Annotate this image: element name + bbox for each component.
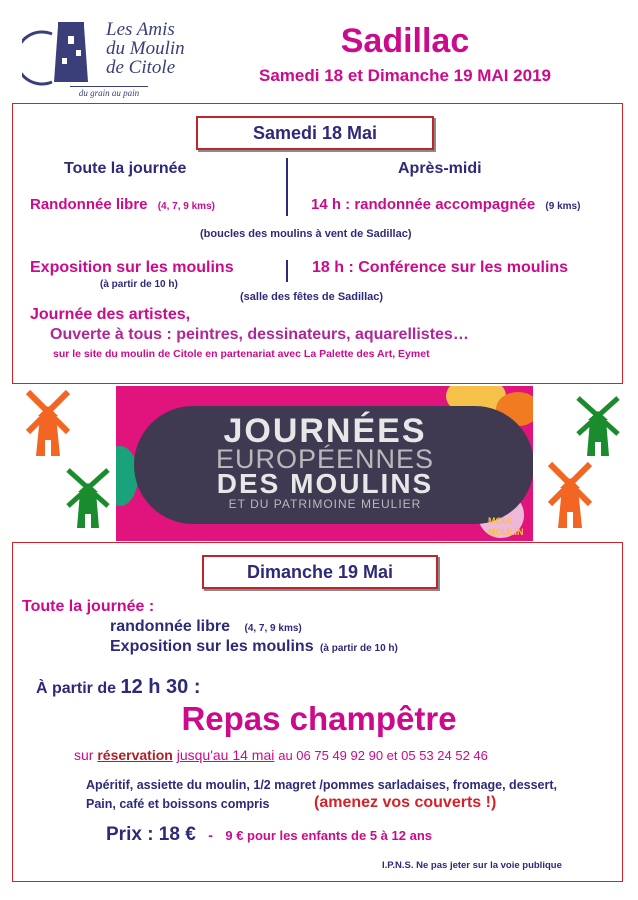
menu-line1: Apéritif, assiette du moulin, 1/2 magret /pommes sarladaises, fromage, dessert,	[86, 778, 557, 792]
walk-guided	[311, 196, 580, 213]
banner-line2: EUROPÉENNES	[215, 444, 435, 474]
artists-line: Ouverte à tous : peintres, dessinateurs, aquarellistes…	[50, 326, 469, 343]
reservation-word: réservation	[97, 747, 173, 763]
bring-cutlery: (amenez vos couverts !)	[314, 794, 497, 811]
logo-tagline: du grain au pain	[70, 86, 148, 98]
walk-free	[30, 196, 215, 213]
walk-guided-km: (9 kms)	[545, 201, 581, 212]
reservation-phones: au 06 75 49 92 90 et 05 53 24 52 46	[278, 748, 488, 763]
moulin-tower-icon	[22, 16, 102, 86]
hall-note: (salle des fêtes de Sadillac)	[240, 291, 384, 303]
windmill-green-icon	[62, 466, 114, 530]
price-children: 9 € pour les enfants de 5 à 12 ans	[225, 828, 433, 843]
event-dates: Samedi 18 et Dimanche 19 MAI 2019	[259, 66, 551, 85]
meal-start-label: À partir de	[36, 680, 117, 697]
meal-start-time: 12 h 30 :	[120, 676, 201, 698]
windmill-orange-icon	[20, 386, 76, 458]
logo-line3: de Citole	[106, 57, 176, 78]
sunday-walk-label: randonnée libre	[110, 618, 231, 635]
logo-line2: du Moulin	[106, 38, 185, 59]
expo-saturday-time: (à partir de 10 h)	[100, 279, 178, 290]
walk-free-label: Randonnée libre	[30, 196, 148, 213]
expo-saturday: Exposition sur les moulins	[30, 259, 234, 276]
reservation-line	[74, 747, 488, 763]
sunday-walk-km: (4, 7, 9 kms)	[244, 623, 302, 634]
sunday-expo-label: Exposition sur les moulins	[110, 638, 314, 655]
walk-free-km: (4, 7, 9 kms)	[157, 201, 215, 212]
banner-corner2: MOULIN	[488, 527, 524, 537]
reservation-sur: sur	[74, 747, 94, 763]
saturday-heading: Samedi 18 Mai	[196, 116, 434, 150]
price-line	[106, 824, 432, 846]
artists-title: Journée des artistes,	[30, 306, 191, 323]
windmill-green-icon	[572, 394, 624, 458]
banner-line4: ET DU PATRIMOINE MEULIER	[228, 497, 422, 511]
artists-note: sur le site du moulin de Citole en partenariat avec La Palette des Art, Eymet	[53, 348, 430, 360]
sunday-walk	[110, 618, 302, 636]
meal-start	[36, 676, 201, 699]
logo-line1: Les Amis	[106, 19, 175, 40]
price-dash: -	[208, 827, 213, 843]
col-left-title: Toute la journée	[64, 160, 187, 177]
sunday-expo-time: (à partir de 10 h)	[320, 643, 398, 654]
windmill-orange-icon	[542, 458, 598, 530]
column-divider-2	[286, 260, 288, 282]
sunday-all-day: Toute la journée :	[22, 598, 155, 615]
banner-corner1: MOUL	[488, 516, 515, 526]
logo	[22, 16, 202, 102]
banner-line3: DES MOULINS	[216, 468, 434, 499]
sunday-heading: Dimanche 19 Mai	[202, 555, 438, 589]
menu-line2: Pain, café et boissons compris	[86, 797, 270, 811]
meal-title: Repas champêtre	[181, 700, 457, 737]
price-label: Prix : 18 €	[106, 824, 196, 845]
page-title: Sadillac	[340, 22, 470, 60]
loops-note: (boucles des moulins à vent de Sadillac)	[200, 228, 412, 240]
sunday-expo	[110, 638, 398, 656]
banner	[116, 386, 533, 541]
ipns-footer: I.P.N.S. Ne pas jeter sur la voie publique	[382, 860, 562, 871]
conference: 18 h : Conférence sur les moulins	[312, 259, 569, 276]
walk-guided-label: 14 h : randonnée accompagnée	[311, 196, 536, 213]
reservation-until: jusqu'au 14 mai	[176, 747, 275, 763]
banner-line1: JOURNÉES	[223, 412, 427, 450]
column-divider	[286, 158, 288, 216]
col-right-title: Après-midi	[398, 160, 482, 177]
